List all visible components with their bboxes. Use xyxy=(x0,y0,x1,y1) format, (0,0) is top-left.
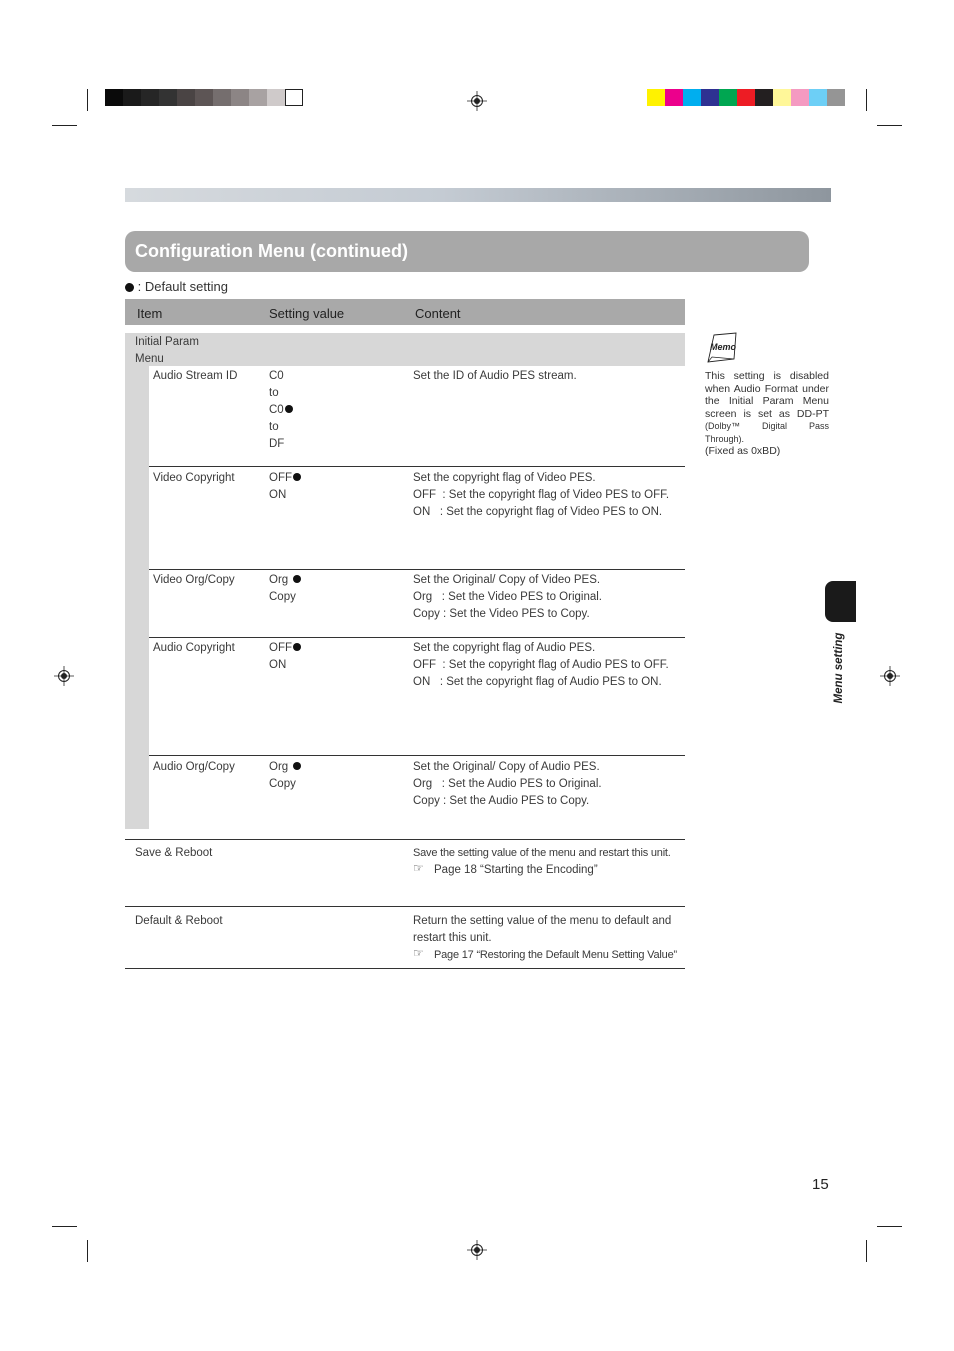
setting-value: C0 xyxy=(269,370,284,382)
color-swatch xyxy=(195,89,213,106)
color-swatch xyxy=(249,89,267,106)
color-swatch xyxy=(701,89,719,106)
setting-value: to xyxy=(269,387,279,399)
memo-line: (Dolby™ Digital Pass Through). xyxy=(705,421,829,444)
content-line: Return the setting value of the menu to default and xyxy=(413,915,672,927)
row-separator xyxy=(149,569,685,570)
color-swatch xyxy=(773,89,791,106)
setting-value: ON xyxy=(269,489,287,501)
row-separator xyxy=(125,968,685,969)
color-swatch xyxy=(719,89,737,106)
row-item-label: Audio Stream ID xyxy=(153,370,238,382)
default-dot-icon xyxy=(293,473,301,481)
default-marker xyxy=(292,470,301,487)
registration-mark-icon xyxy=(467,91,487,111)
crop-mark xyxy=(52,125,77,126)
crop-mark xyxy=(866,89,867,111)
row-separator xyxy=(149,466,685,467)
page-number: 15 xyxy=(812,1176,829,1193)
registration-mark-icon xyxy=(54,666,74,686)
group-side-band xyxy=(125,366,149,829)
content-line: OFF : Set the copyright flag of Video PES to OFF. xyxy=(413,489,670,501)
group-label-line: Initial Param xyxy=(135,336,199,348)
content-line: ON : Set the copyright flag of Audio PES to ON. xyxy=(413,676,662,688)
color-swatch xyxy=(231,89,249,106)
color-swatch xyxy=(791,89,809,106)
header-setting-value: Setting value xyxy=(269,306,345,321)
registration-mark-icon xyxy=(880,666,900,686)
color-swatch xyxy=(159,89,177,106)
memo-line: (Fixed as 0xBD) xyxy=(705,445,781,457)
content-line: Copy : Set the Audio PES to Copy. xyxy=(413,795,590,807)
row-item-label: Video Copyright xyxy=(153,472,235,484)
setting-value: Org xyxy=(269,761,289,773)
color-swatch xyxy=(809,89,827,106)
color-swatch xyxy=(665,89,683,106)
content-line: OFF : Set the copyright flag of Audio PES to OFF. xyxy=(413,659,669,671)
memo-line: screen is set as DD-PT xyxy=(705,407,829,420)
crop-mark xyxy=(87,1240,88,1262)
color-swatch xyxy=(141,89,159,106)
content-line: restart this unit. xyxy=(413,932,492,944)
header-item: Item xyxy=(137,306,163,321)
default-dot-icon xyxy=(285,405,293,413)
section-title: Configuration Menu (continued) xyxy=(135,241,408,261)
default-dot-icon xyxy=(125,283,134,292)
setting-value: OFF xyxy=(269,642,292,654)
crop-mark xyxy=(52,1226,77,1227)
color-swatch xyxy=(123,89,141,106)
content-line: Set the copyright flag of Audio PES. xyxy=(413,642,596,654)
crop-mark xyxy=(877,1226,902,1227)
setting-value: C0 xyxy=(269,404,284,416)
default-marker xyxy=(292,759,301,776)
default-dot-icon xyxy=(293,643,301,651)
setting-value: Copy xyxy=(269,778,296,790)
side-tab-label: Menu setting xyxy=(833,632,845,704)
content-line: Copy : Set the Video PES to Copy. xyxy=(413,608,590,620)
memo-line: the Initial Param Menu xyxy=(705,395,829,407)
content-line: ON : Set the copyright flag of Video PES to ON. xyxy=(413,506,663,518)
color-swatch xyxy=(105,89,123,106)
crop-mark xyxy=(877,125,902,126)
content-line: Set the Original/ Copy of Audio PES. xyxy=(413,761,600,773)
row-item-label: Save & Reboot xyxy=(135,847,213,859)
color-swatch xyxy=(683,89,701,106)
default-marker xyxy=(292,572,301,589)
registration-mark-icon xyxy=(467,1240,487,1260)
default-dot-icon xyxy=(293,762,301,770)
setting-value: ON xyxy=(269,659,287,671)
content-line: Set the copyright flag of Video PES. xyxy=(413,472,596,484)
header-gradient-bar xyxy=(125,188,831,202)
memo-line: when Audio Format under xyxy=(705,382,829,395)
row-item-label: Audio Copyright xyxy=(153,642,235,654)
color-swatch xyxy=(285,89,303,106)
row-item-label: Audio Org/Copy xyxy=(153,761,235,773)
crop-mark xyxy=(866,1240,867,1262)
section-title-bar xyxy=(125,231,809,272)
header-content: Content xyxy=(415,306,461,321)
reference-icon: ☞ xyxy=(413,861,424,875)
color-swatches xyxy=(647,89,847,106)
row-separator xyxy=(149,755,685,756)
group-label-line: Menu xyxy=(135,353,164,365)
row-separator xyxy=(125,906,685,907)
reference-icon: ☞ xyxy=(413,946,424,960)
color-swatch xyxy=(267,89,285,106)
setting-value: Copy xyxy=(269,591,296,603)
content-line: Org : Set the Audio PES to Original. xyxy=(413,778,602,790)
gray-color-swatches xyxy=(105,89,305,106)
setting-value: DF xyxy=(269,438,285,450)
memo-line: This setting is disabled xyxy=(705,370,829,382)
color-swatch xyxy=(755,89,773,106)
content-line: Set the Original/ Copy of Video PES. xyxy=(413,574,601,586)
default-dot-icon xyxy=(293,575,301,583)
content-line: Set the ID of Audio PES stream. xyxy=(413,370,577,382)
content-line: Save the setting value of the menu and restart this unit. xyxy=(413,847,671,859)
color-swatch xyxy=(827,89,845,106)
color-swatch xyxy=(213,89,231,106)
setting-value: to xyxy=(269,421,279,433)
default-marker xyxy=(292,640,301,657)
legend-text: : Default setting xyxy=(137,279,228,294)
table-header xyxy=(125,299,685,325)
row-item-label: Video Org/Copy xyxy=(153,574,235,586)
setting-value: Org xyxy=(269,574,289,586)
default-marker xyxy=(284,402,293,419)
content-line: Org : Set the Video PES to Original. xyxy=(413,591,602,603)
reference-link: Page 17 “Restoring the Default Menu Setting Value” xyxy=(434,949,677,961)
reference-link: Page 18 “Starting the Encoding” xyxy=(434,864,598,876)
row-separator xyxy=(125,839,685,840)
color-swatch xyxy=(647,89,665,106)
row-separator xyxy=(149,637,685,638)
row-item-label: Default & Reboot xyxy=(135,915,223,927)
color-swatch xyxy=(177,89,195,106)
color-swatch xyxy=(737,89,755,106)
memo-icon xyxy=(704,331,740,365)
memo-text xyxy=(705,370,829,458)
crop-mark xyxy=(87,89,88,111)
default-setting-legend xyxy=(125,279,228,294)
group-band-initial-param xyxy=(125,333,685,366)
setting-value: OFF xyxy=(269,472,292,484)
memo-label: Memo xyxy=(710,342,737,352)
